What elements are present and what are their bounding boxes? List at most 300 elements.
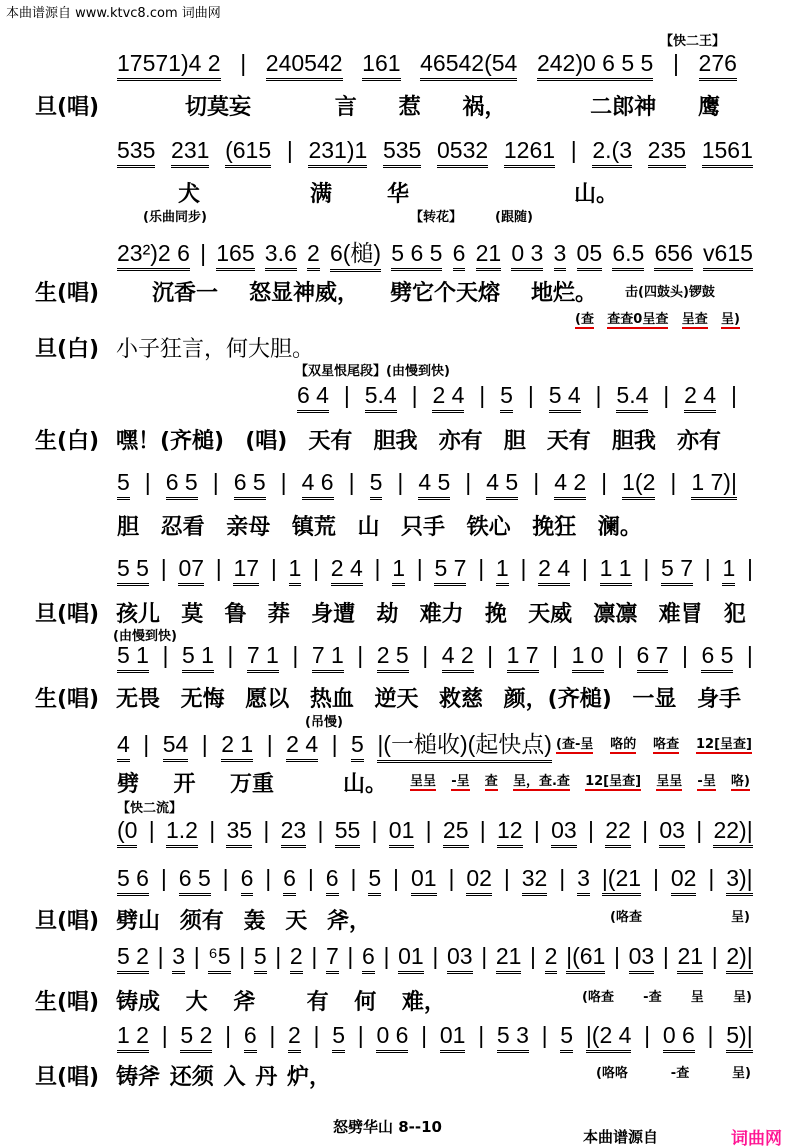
token: 铸成 bbox=[116, 990, 161, 1015]
token: v615 bbox=[703, 240, 753, 271]
token: 5 bbox=[560, 1022, 573, 1053]
token: 6 bbox=[362, 943, 375, 974]
token: 5 7 bbox=[434, 555, 466, 586]
token: 231)1 bbox=[308, 137, 367, 168]
barline: | bbox=[478, 1022, 485, 1048]
tag-gen-sui: (跟随) bbox=[495, 210, 533, 225]
token: 1 bbox=[289, 555, 302, 586]
barline: | bbox=[313, 555, 320, 581]
token: 6 bbox=[241, 865, 254, 896]
token: 240542 bbox=[266, 50, 343, 81]
barline: | bbox=[222, 865, 229, 891]
barline: | bbox=[643, 555, 650, 581]
token: -呈 bbox=[451, 770, 469, 791]
token: 4 2 bbox=[442, 642, 474, 673]
token: 山。 bbox=[573, 182, 618, 207]
token: 01 bbox=[440, 1022, 466, 1053]
barline: | bbox=[343, 382, 350, 408]
token: 5 2 bbox=[117, 943, 149, 974]
token: 5 bbox=[332, 1022, 345, 1053]
token: 须有 bbox=[179, 909, 224, 934]
notation-line-13 bbox=[117, 1022, 753, 1052]
token: |(一槌收)(起快点) bbox=[377, 726, 552, 763]
token: 5 bbox=[351, 731, 364, 762]
token: 呈，查.查 bbox=[513, 770, 570, 791]
tag-kuai-er-wang: 【快二王】 bbox=[660, 34, 726, 49]
percussion-line-11 bbox=[610, 906, 750, 925]
barline: | bbox=[587, 817, 594, 843]
token: 21 bbox=[677, 943, 703, 974]
token: 地烂。 bbox=[530, 281, 597, 306]
role-label: 生(唱) bbox=[35, 990, 100, 1015]
barline: | bbox=[311, 943, 318, 969]
barline: | bbox=[432, 943, 439, 969]
token: 劈 bbox=[117, 772, 140, 797]
token: 1561 bbox=[702, 137, 753, 168]
barline: | bbox=[670, 469, 677, 495]
token: 沉香一 bbox=[152, 281, 219, 306]
role-label: 生(唱) bbox=[35, 687, 100, 712]
token: 铸斧 bbox=[116, 1065, 161, 1090]
token: 有 bbox=[306, 990, 329, 1015]
barline: | bbox=[581, 555, 588, 581]
token: 12[呈查] bbox=[696, 733, 752, 754]
token: 只手 bbox=[401, 515, 446, 540]
token: 03 bbox=[551, 817, 577, 848]
token: (咯查 bbox=[582, 990, 614, 1005]
barline: | bbox=[157, 943, 164, 969]
barline: | bbox=[662, 943, 669, 969]
token: 1 1 bbox=[600, 555, 632, 586]
notation-line-5 bbox=[297, 382, 737, 412]
token: 17 bbox=[233, 555, 259, 586]
token: 身遭 bbox=[311, 602, 356, 627]
page-footer-title: 怒劈华山 8--10 bbox=[333, 1118, 442, 1136]
token: 6.5 bbox=[612, 240, 644, 271]
token: 逆天 bbox=[374, 687, 419, 712]
token: 5 5 bbox=[117, 555, 149, 586]
token: 胆我 bbox=[373, 429, 418, 454]
token: 亲母 bbox=[226, 515, 271, 540]
token: 165 bbox=[216, 240, 254, 271]
notation-line-10 bbox=[117, 817, 753, 847]
token: 亦有 bbox=[438, 429, 483, 454]
token: 呈) bbox=[721, 308, 740, 329]
token: 4 2 bbox=[554, 469, 586, 500]
token: 01 bbox=[389, 817, 415, 848]
token: 5)| bbox=[726, 1022, 752, 1053]
token: 12 bbox=[497, 817, 523, 848]
barline: | bbox=[227, 642, 234, 668]
token: 莫 bbox=[181, 602, 204, 627]
barline: | bbox=[422, 642, 429, 668]
token: 1261 bbox=[504, 137, 555, 168]
token: 35 bbox=[226, 817, 252, 848]
barline: | bbox=[286, 137, 293, 163]
token: 22)| bbox=[713, 817, 752, 848]
token: (查-呈 bbox=[556, 733, 593, 754]
token: 救慈 bbox=[439, 687, 484, 712]
barline: | bbox=[148, 817, 155, 843]
barline: | bbox=[200, 240, 207, 266]
notation-line-8 bbox=[117, 642, 753, 672]
token: 呈) bbox=[733, 990, 752, 1005]
barline: | bbox=[393, 865, 400, 891]
token: 天有 bbox=[546, 429, 591, 454]
token: 5 7 bbox=[661, 555, 693, 586]
barline: | bbox=[696, 817, 703, 843]
barline: | bbox=[448, 865, 455, 891]
token: 6 bbox=[283, 865, 296, 896]
tag-diao-man: (吊慢) bbox=[305, 715, 343, 730]
percussion-line-9 bbox=[556, 733, 752, 754]
token: 6 bbox=[326, 865, 339, 896]
token: -查 bbox=[643, 990, 662, 1005]
barline: | bbox=[411, 382, 418, 408]
barline: | bbox=[465, 469, 472, 495]
token: 天有 bbox=[308, 429, 353, 454]
barline: | bbox=[266, 731, 273, 757]
token: 鹰 bbox=[697, 95, 720, 120]
barline: | bbox=[520, 555, 527, 581]
token: 5 bbox=[368, 865, 381, 896]
lyric-line-5 bbox=[116, 424, 721, 455]
notation-line-2 bbox=[117, 137, 753, 167]
barline: | bbox=[747, 555, 753, 581]
token: 二郎神 bbox=[590, 95, 657, 120]
token: 7 1 bbox=[312, 642, 344, 673]
token: (咯咯 bbox=[596, 1066, 628, 1081]
token: 颜，(齐槌) bbox=[503, 687, 612, 712]
token: 0532 bbox=[437, 137, 488, 168]
percussion-line-13 bbox=[596, 1062, 751, 1081]
token: 02 bbox=[671, 865, 697, 896]
token: 6 5 bbox=[234, 469, 266, 500]
barline: | bbox=[347, 943, 354, 969]
token: 犬 bbox=[178, 182, 201, 207]
tag-yuequ-tongbu: (乐曲同步) bbox=[143, 210, 207, 225]
role-label: 旦(白) bbox=[35, 337, 100, 362]
barline: | bbox=[144, 469, 151, 495]
token: 6 bbox=[244, 1022, 257, 1053]
token: 276 bbox=[699, 50, 737, 81]
lyric-line-11 bbox=[116, 904, 371, 935]
barline: | bbox=[704, 555, 711, 581]
token: 呈 bbox=[690, 990, 704, 1005]
barline: | bbox=[331, 731, 338, 757]
notation-line-11 bbox=[117, 865, 753, 895]
token: 大 bbox=[185, 990, 208, 1015]
token: 5 bbox=[500, 382, 513, 413]
token: 1 bbox=[496, 555, 509, 586]
token: 还须 bbox=[169, 1065, 214, 1090]
token: 6 4 bbox=[297, 382, 329, 413]
token: 轰 bbox=[243, 909, 266, 934]
token: (0 bbox=[117, 817, 137, 848]
role-label: 旦(唱) bbox=[35, 602, 100, 627]
barline: | bbox=[215, 555, 222, 581]
token: 斧 bbox=[233, 990, 256, 1015]
token: 呈) bbox=[731, 910, 750, 925]
token: 斧， bbox=[326, 909, 371, 934]
barline: | bbox=[348, 469, 355, 495]
token: 5 6 5 bbox=[391, 240, 442, 271]
barline: | bbox=[642, 817, 649, 843]
token: 山。 bbox=[342, 772, 387, 797]
tag-kuai-er-liu: 【快二流】 bbox=[117, 801, 183, 816]
token: 山 bbox=[357, 515, 380, 540]
token: 46542(54 bbox=[420, 50, 517, 81]
token: 03 bbox=[447, 943, 473, 974]
lyric-line-2 bbox=[178, 177, 618, 208]
footer-site-logo: 词曲网 bbox=[731, 1129, 782, 1147]
barline: | bbox=[707, 1022, 714, 1048]
token: 4 bbox=[117, 731, 130, 762]
token: 咯的 bbox=[610, 733, 636, 754]
token: 0 6 bbox=[663, 1022, 695, 1053]
barline: | bbox=[644, 1022, 651, 1048]
barline: | bbox=[212, 469, 219, 495]
barline: | bbox=[357, 642, 364, 668]
token: 03 bbox=[659, 817, 685, 848]
barline: | bbox=[317, 817, 324, 843]
token: 犯 bbox=[723, 602, 746, 627]
lyric-line-13 bbox=[116, 1060, 331, 1091]
percussion-line-12 bbox=[582, 986, 752, 1005]
token: -呈 bbox=[697, 770, 715, 791]
token: 7 bbox=[326, 943, 339, 974]
tag-shuangxing: 【双星恨尾段】(由慢到快) bbox=[295, 364, 450, 379]
notation-line-6 bbox=[117, 469, 737, 499]
barline: | bbox=[617, 642, 624, 668]
barline: | bbox=[541, 1022, 548, 1048]
barline: | bbox=[503, 865, 510, 891]
token: ⁶5 bbox=[208, 943, 230, 974]
barline: | bbox=[397, 469, 404, 495]
token: 热血 bbox=[309, 687, 354, 712]
barline: | bbox=[269, 1022, 276, 1048]
barline: | bbox=[479, 817, 486, 843]
lyric-line-3 bbox=[152, 276, 597, 307]
token: 07 bbox=[178, 555, 204, 586]
token: 挽狂 bbox=[532, 515, 577, 540]
barline: | bbox=[160, 555, 167, 581]
token: 54 bbox=[163, 731, 189, 762]
token: 满 bbox=[309, 182, 332, 207]
token: 23 bbox=[281, 817, 307, 848]
token: 何 bbox=[354, 990, 377, 1015]
token: 2 5 bbox=[377, 642, 409, 673]
token: 3.6 bbox=[265, 240, 297, 271]
barline: | bbox=[193, 943, 200, 969]
token: 言 bbox=[334, 95, 357, 120]
token: 6 5 bbox=[701, 642, 733, 673]
token: 怒显神威， bbox=[248, 281, 359, 306]
token: 2 bbox=[545, 943, 558, 974]
token: 3)| bbox=[726, 865, 752, 896]
token: 3 bbox=[577, 865, 590, 896]
barline: | bbox=[209, 817, 216, 843]
barline: | bbox=[161, 1022, 168, 1048]
barline: | bbox=[270, 555, 277, 581]
barline: | bbox=[313, 1022, 320, 1048]
barline: | bbox=[143, 731, 150, 757]
token: 惹 bbox=[398, 95, 421, 120]
percussion-line-9b bbox=[410, 770, 750, 791]
role-label: 旦(唱) bbox=[35, 95, 100, 120]
role-label: 生(唱) bbox=[35, 281, 100, 306]
token: |(2 4 bbox=[586, 1022, 632, 1053]
notation-line-7 bbox=[117, 555, 753, 585]
gong-drum-note: 击(四鼓头)锣鼓 bbox=[625, 285, 715, 300]
token: 55 bbox=[335, 817, 361, 848]
barline: | bbox=[487, 642, 494, 668]
barline: | bbox=[613, 943, 620, 969]
barline: | bbox=[746, 642, 753, 668]
token: 235 bbox=[648, 137, 686, 168]
token: 23²)2 6 bbox=[117, 240, 190, 271]
barline: | bbox=[350, 865, 357, 891]
barline: | bbox=[265, 865, 272, 891]
token: 5 bbox=[117, 469, 130, 500]
lyric-line-12 bbox=[116, 985, 446, 1016]
token: 挽 bbox=[484, 602, 507, 627]
token: 难冒 bbox=[658, 602, 703, 627]
token: 25 bbox=[443, 817, 469, 848]
token: 劫 bbox=[376, 602, 399, 627]
token: 亦有 bbox=[676, 429, 721, 454]
token: 2 bbox=[288, 1022, 301, 1053]
token: 6 5 bbox=[179, 865, 211, 896]
barline: | bbox=[374, 555, 381, 581]
token: 无悔 bbox=[180, 687, 225, 712]
token: 劈山 bbox=[116, 909, 161, 934]
token: 孩儿 bbox=[116, 602, 161, 627]
token: 万重 bbox=[230, 772, 275, 797]
token: 03 bbox=[629, 943, 655, 974]
barline: | bbox=[201, 731, 208, 757]
token: 查查0呈查 bbox=[607, 308, 668, 329]
barline: | bbox=[708, 865, 715, 891]
token: 5 2 bbox=[180, 1022, 212, 1053]
barline: | bbox=[711, 943, 718, 969]
token: 呈呈 bbox=[656, 770, 682, 791]
barline: | bbox=[162, 642, 169, 668]
token: 4 5 bbox=[486, 469, 518, 500]
token: 05 bbox=[577, 240, 603, 271]
token: 12[呈查] bbox=[585, 770, 641, 791]
token: 2 4 bbox=[331, 555, 363, 586]
token: 5 3 bbox=[497, 1022, 529, 1053]
token: 242)0 6 5 5 bbox=[537, 50, 653, 81]
token: 5 4 bbox=[549, 382, 581, 413]
tag-you-man-dao-kuai: (由慢到快) bbox=[113, 629, 177, 644]
token: 嘿！(齐槌) bbox=[116, 429, 225, 454]
token: 鲁 bbox=[224, 602, 247, 627]
barline: | bbox=[280, 469, 287, 495]
lyric-line-8 bbox=[116, 682, 741, 713]
token: 一显 bbox=[632, 687, 677, 712]
token: 21 bbox=[496, 943, 522, 974]
tag-zhuan-hua: 【转花】 bbox=[410, 210, 463, 225]
barline: | bbox=[595, 382, 602, 408]
barline: | bbox=[357, 1022, 364, 1048]
token: 1 2 bbox=[117, 1022, 149, 1053]
token: 难力 bbox=[419, 602, 464, 627]
token: 丹 bbox=[255, 1065, 278, 1090]
token: 无畏 bbox=[116, 687, 161, 712]
lyric-line-6 bbox=[117, 510, 642, 541]
token: 咯查 bbox=[653, 733, 679, 754]
token: 22 bbox=[605, 817, 631, 848]
barline: | bbox=[307, 865, 314, 891]
token: -查 bbox=[670, 1066, 690, 1081]
notation-line-9 bbox=[117, 726, 552, 756]
role-label: 生(白) bbox=[35, 429, 100, 454]
token: 查 bbox=[485, 770, 498, 791]
token: 2 4 bbox=[432, 382, 464, 413]
token: (咯查 bbox=[610, 910, 642, 925]
token: 身手 bbox=[696, 687, 741, 712]
token: 01 bbox=[398, 943, 424, 974]
token: 华 bbox=[386, 182, 409, 207]
token: 胆我 bbox=[611, 429, 656, 454]
barline: | bbox=[225, 1022, 232, 1048]
token: 32 bbox=[522, 865, 548, 896]
token: 535 bbox=[383, 137, 421, 168]
barline: | bbox=[371, 817, 378, 843]
token: 5.4 bbox=[365, 382, 397, 413]
token: 胆 bbox=[117, 515, 140, 540]
token: 5 6 bbox=[117, 865, 149, 896]
token: 5 1 bbox=[182, 642, 214, 673]
barline: | bbox=[383, 943, 390, 969]
token: 4 6 bbox=[302, 469, 334, 500]
barline: | bbox=[552, 642, 559, 668]
token: 胆 bbox=[503, 429, 526, 454]
token: 6 5 bbox=[166, 469, 198, 500]
token: 5.4 bbox=[616, 382, 648, 413]
token: 祸， bbox=[462, 95, 507, 120]
token: 2 4 bbox=[684, 382, 716, 413]
token: 0 6 bbox=[376, 1022, 408, 1053]
token: 凛凛 bbox=[593, 602, 638, 627]
barline: | bbox=[530, 943, 537, 969]
token: 天威 bbox=[528, 602, 573, 627]
token: 镇荒 bbox=[291, 515, 336, 540]
barline: | bbox=[730, 382, 737, 408]
token: 3 bbox=[554, 240, 567, 271]
token: (唱) bbox=[245, 429, 288, 454]
barline: | bbox=[533, 469, 540, 495]
barline: | bbox=[570, 137, 577, 163]
notation-line-12 bbox=[117, 943, 753, 973]
token: (查 bbox=[575, 308, 594, 329]
token: 澜。 bbox=[597, 515, 642, 540]
barline: | bbox=[239, 943, 246, 969]
token: 呈查 bbox=[682, 308, 708, 329]
token: 2 4 bbox=[538, 555, 570, 586]
token: 4 5 bbox=[418, 469, 450, 500]
token: (615 bbox=[225, 137, 271, 168]
barline: | bbox=[601, 469, 608, 495]
token: 6(槌) bbox=[330, 235, 381, 272]
barline: | bbox=[481, 943, 488, 969]
token: 1 0 bbox=[572, 642, 604, 673]
token: 2 1 bbox=[221, 731, 253, 762]
footer-source: 本曲谱源自 bbox=[583, 1128, 659, 1146]
token: 231 bbox=[171, 137, 209, 168]
